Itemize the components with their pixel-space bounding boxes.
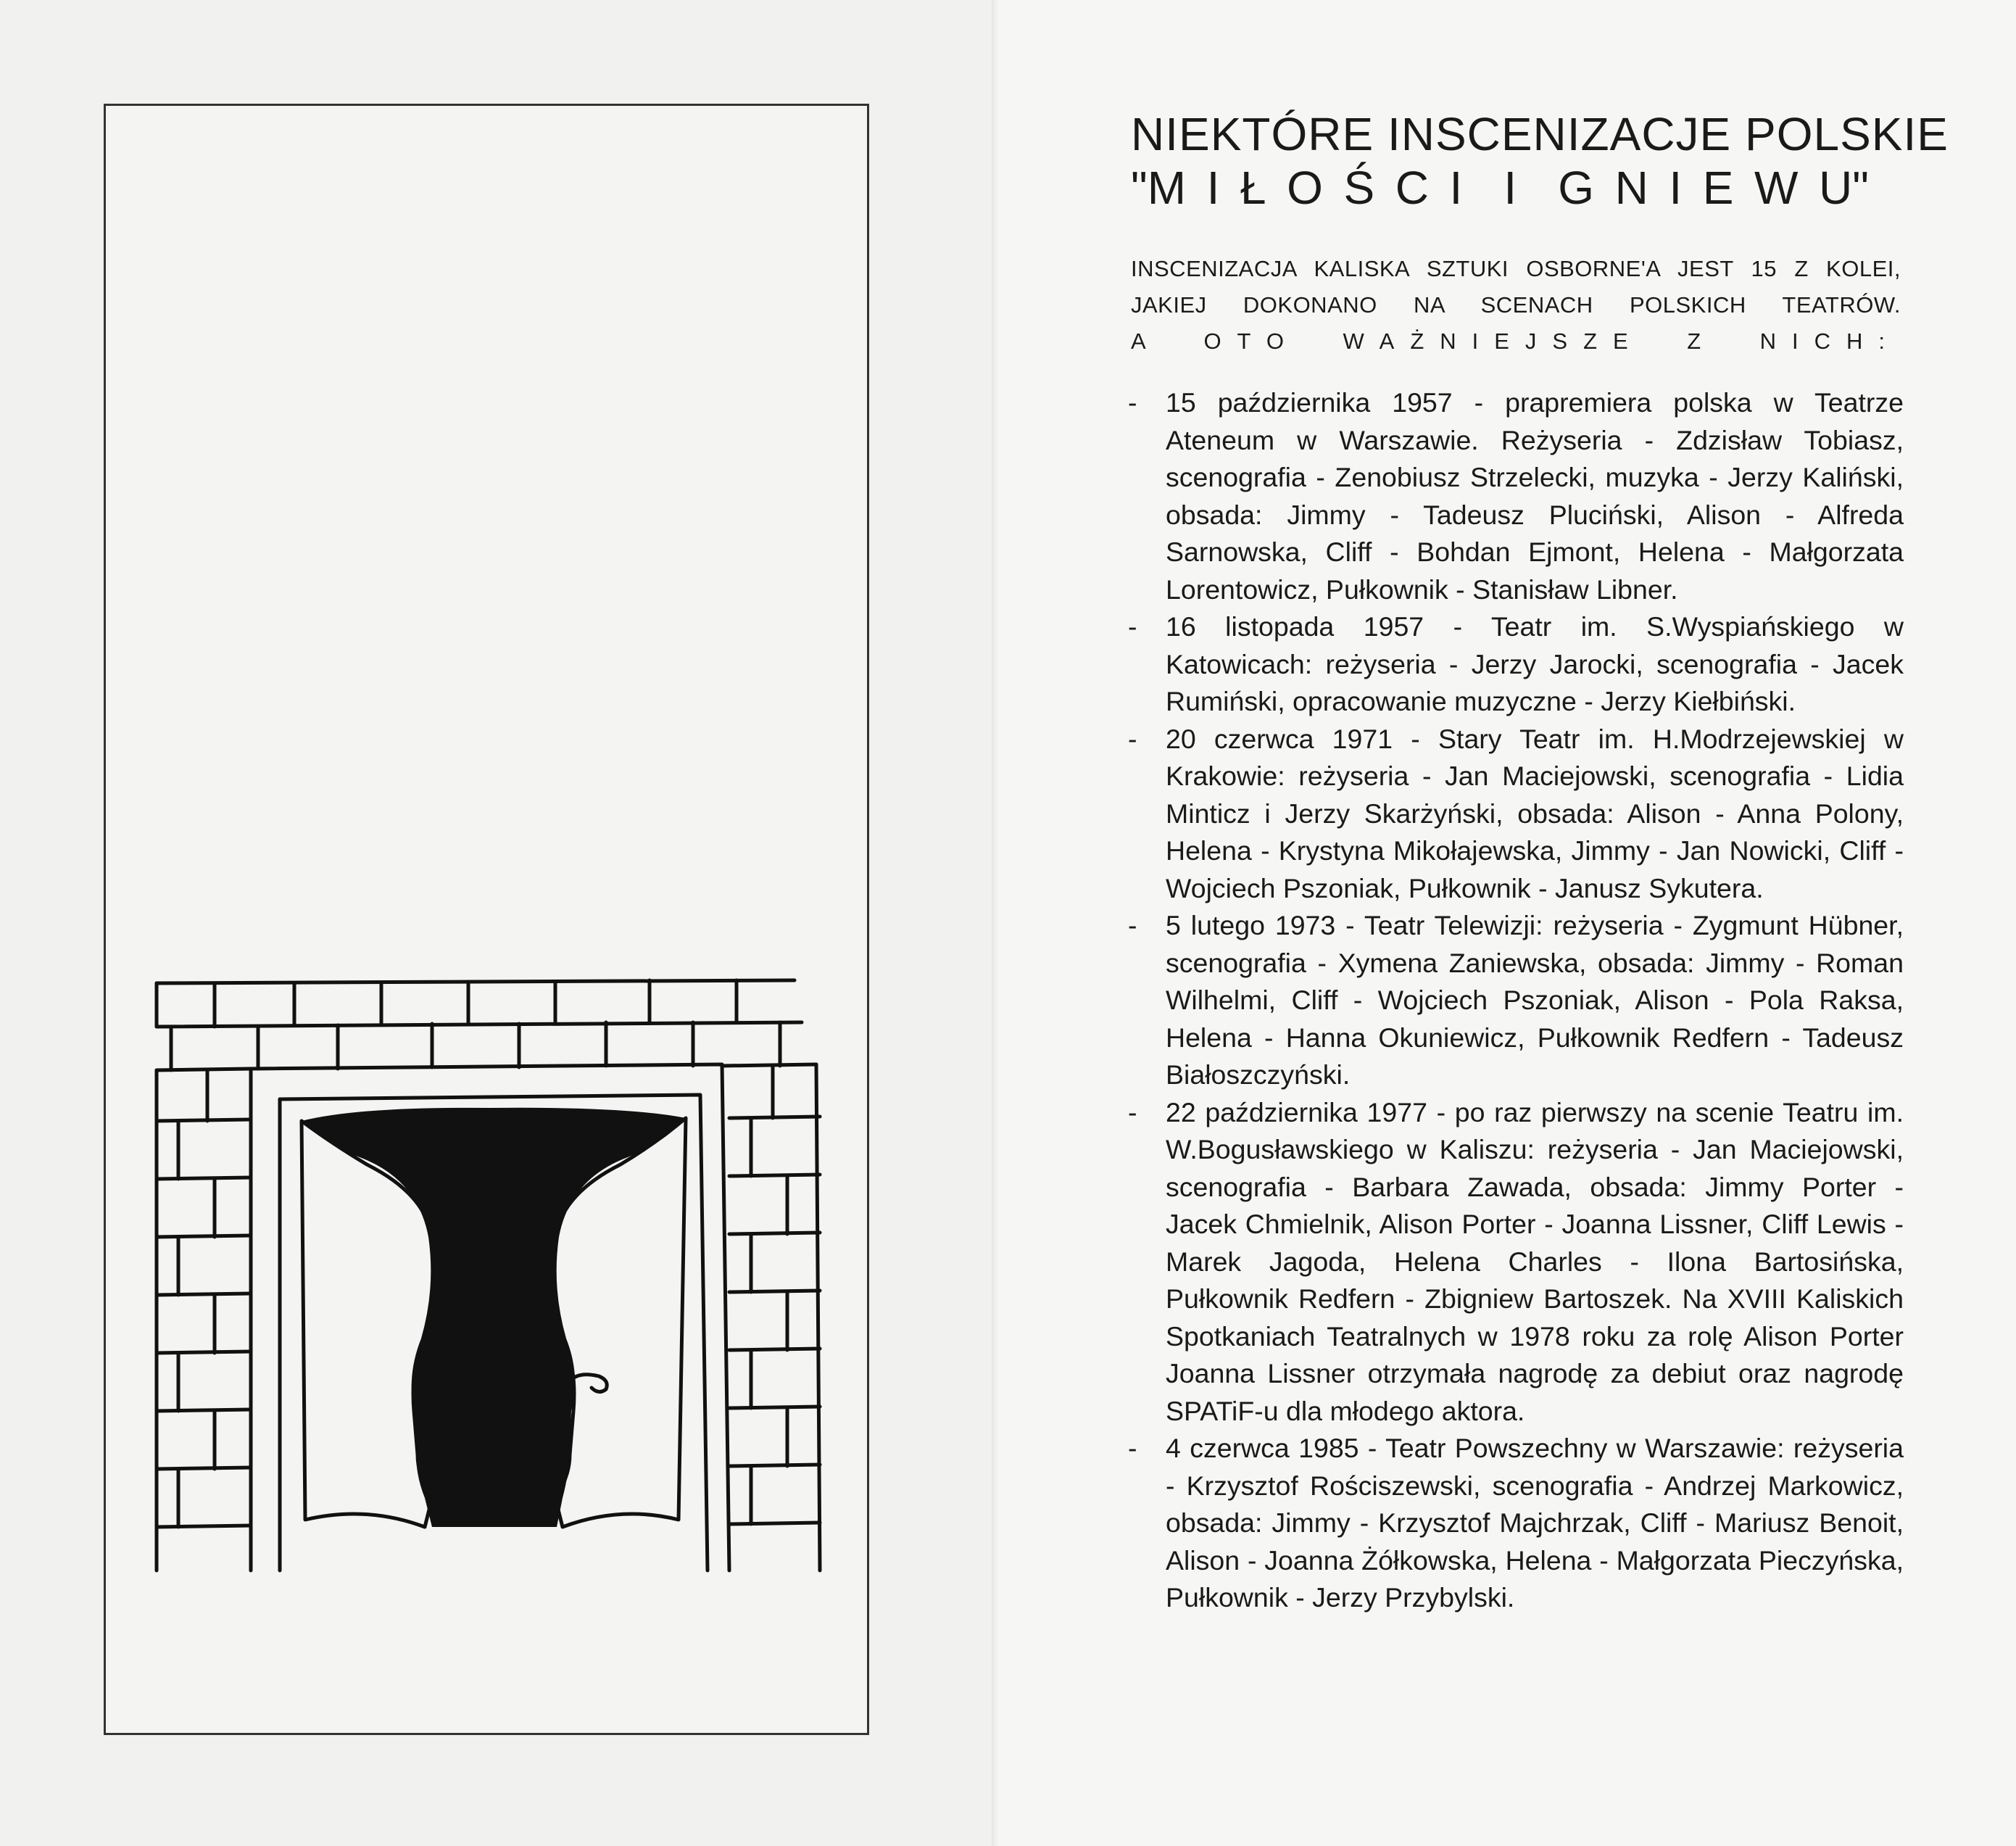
title-letter: I [1206,162,1220,214]
title-line-1: NIEKTÓRE INSCENIZACJE POLSKIE [1131,108,1949,160]
list-dash: - [1128,1096,1137,1127]
title-letter: I [1669,162,1683,214]
title-letter: N [1614,162,1648,214]
page-title [1131,107,1949,215]
production-list [1128,384,1904,1617]
list-item-text: 22 października 1977 - po raz pierwszy na scenie Teatru im. W.Bogusławskiego w Kaliszu: reżyseria - Jan Maciejowski, scenografia - Barbara Zawada, obsada: Jimmy Porter - Jacek Chmielnik, Alison Porter - Joanna Lissner, Cliff Lewis - Marek Jagoda, Helena Charles - Ilona Bartosińska, Pułkownik Redfern - Zbigniew Bartoszek. Na XVIII Kaliskich Spotkaniach Teatralnych w 1978 roku za rolę Alison Porter Joanna Lissner otrzymała nagrodę za debiut oraz nagrodę SPATiF-u dla młodego aktora. [1166,1096,1904,1426]
list-dash: - [1128,723,1137,754]
list-item [1128,721,1904,908]
list-dash: - [1128,1433,1137,1463]
intro-paragraph [1131,251,1901,360]
title-letter: "M [1131,162,1187,214]
title-letter: Ł [1240,162,1266,214]
intro-line-3: A OTO WAŻNIEJSZE Z NICH: [1131,328,1901,354]
list-item-text: 15 października 1957 - prapremiera polska w Teatrze Ateneum w Warszawie. Reżyseria - Zdzisław Tobiasz, scenografia - Zenobiusz Strzelecki, muzyka - Jerzy Kaliński, obsada: Jimmy - Tadeusz Pluciński, Alison - Alfreda Sarnowska, Cliff - Bohdan Ejmont, Helena - Małgorzata Lorentowicz, Pułkownik - Stanisław Libner. [1166,387,1904,605]
list-item-text: 5 lutego 1973 - Teatr Telewizji: reżyseria - Zygmunt Hübner, scenografia - Xymena Zaniewska, obsada: Jimmy - Roman Wilhelmi, Cliff - Wojciech Pszoniak, Alison - Pola Raksa, Helena - Hanna Okuniewicz, Pułkownik Redfern - Tadeusz Białoszczyński. [1166,910,1904,1090]
list-item [1128,1430,1904,1617]
title-letter: O [1287,162,1323,214]
left-page [0,0,999,1846]
fireplace-faces-illustration-icon [128,947,850,1599]
title-letter: U" [1818,162,1869,214]
list-item-text: 20 czerwca 1971 - Stary Teatr im. H.Modrzejewskiej w Krakowie: reżyseria - Jan Maciejowski, scenografia - Lidia Minticz i Jerzy Skarżyński, obsada: Alison - Anna Polony, Helena - Krystyna Mikołajewska, Jimmy - Jan Nowicki, Cliff - Wojciech Pszoniak, Pułkownik - Janusz Sykutera. [1166,723,1904,903]
title-letter: C [1395,162,1429,214]
list-item [1128,384,1904,608]
title-letter: W [1754,162,1799,214]
illustration-frame [104,104,869,1735]
title-letter: Ś [1343,162,1375,214]
title-letter: I [1503,162,1517,214]
list-item [1128,1094,1904,1431]
title-letter: G [1558,162,1595,214]
list-item [1128,608,1904,721]
title-letter: E [1702,162,1734,214]
list-item [1128,907,1904,1094]
intro-line-2: JAKIEJ DOKONANO NA SCENACH POLSKICH TEATRÓW. [1131,292,1901,318]
intro-line-1: INSCENIZACJA KALISKA SZTUKI OSBORNE'A JEST 15 Z KOLEI, [1131,256,1901,281]
list-item-text: 4 czerwca 1985 - Teatr Powszechny w Warszawie: reżyseria - Krzysztof Rościszewski, scenografia - Andrzej Markowicz, obsada: Jimmy - Krzysztof Majchrzak, Cliff - Mariusz Benoit, Alison - Joanna Żółkowska, Helena - Małgorzata Pieczyńska, Pułkownik - Jerzy Przybylski. [1166,1433,1904,1613]
list-item-text: 16 listopada 1957 - Teatr im. S.Wyspiańskiego w Katowicach: reżyseria - Jerzy Jarocki, scenografia - Jacek Rumiński, opracowanie muzyczne - Jerzy Kiełbiński. [1166,611,1904,716]
list-dash: - [1128,387,1137,418]
list-dash: - [1128,910,1137,940]
list-dash: - [1128,611,1137,642]
title-letter: I [1449,162,1463,214]
title-line-2 [1131,161,1869,215]
